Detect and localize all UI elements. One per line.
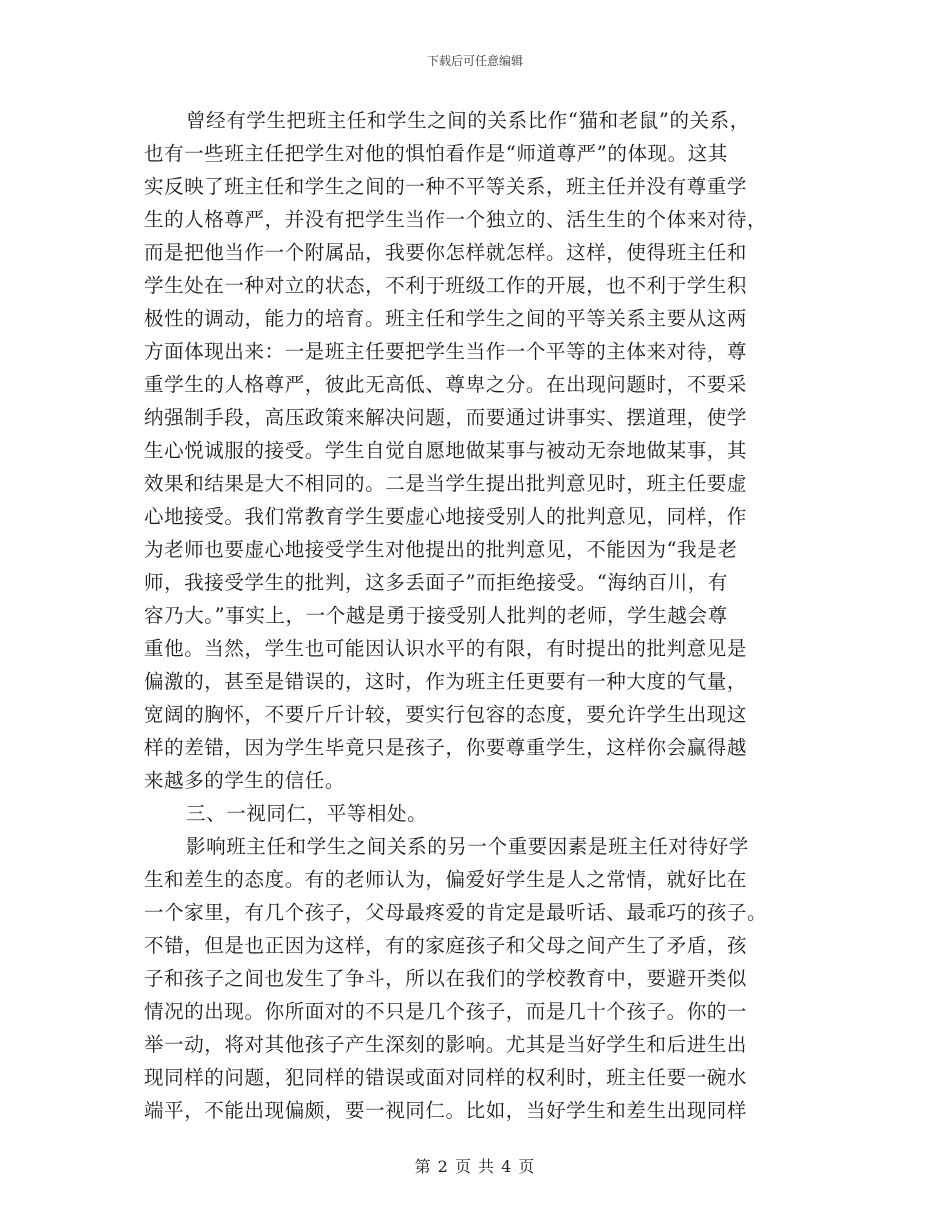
text-line: 生和差生的态度。有的老师认为，偏爱好学生是人之常情，就好比在	[144, 868, 748, 891]
page-number: 第 2 页 共 4 页	[414, 1157, 536, 1176]
text-line: 偏激的，甚至是错误的，这时，作为班主任更要有一种大度的气量，	[144, 670, 748, 693]
text-line: 实反映了班主任和学生之间的一种不平等关系，班主任并没有尊重学	[144, 175, 748, 198]
text-line: 纳强制手段，高压政策来解决问题，而要通过讲事实、摆道理，使学	[144, 406, 748, 429]
text-line: 情况的出现。你所面对的不只是几个孩子，而是几十个孩子。你的一	[144, 1000, 748, 1023]
text-line: 生心悦诚服的接受。学生自觉自愿地做某事与被动无奈地做某事，其	[144, 439, 748, 462]
text-line: 端平，不能出现偏颇，要一视同仁。比如，当好学生和差生出现同样	[144, 1099, 748, 1122]
text-line: 生的人格尊严，并没有把学生当作一个独立的、活生生的个体来对待，	[144, 208, 768, 231]
text-line: 举一动，将对其他孩子产生深刻的影响。尤其是当好学生和后进生出	[144, 1033, 748, 1056]
text-line: 师，我接受学生的批判，这多丢面子”而拒绝接受。“海纳百川，有	[144, 571, 728, 594]
text-line: 曾经有学生把班主任和学生之间的关系比作“猫和老鼠”的关系，	[186, 109, 750, 132]
section-heading: 三、一视同仁，平等相处。	[186, 802, 428, 825]
text-line: 方面体现出来：一是班主任要把学生当作一个平等的主体来对待，尊	[144, 340, 748, 363]
text-line: 重学生的人格尊严，彼此无高低、尊卑之分。在出现问题时，不要采	[144, 373, 748, 396]
text-line: 而是把他当作一个附属品，我要你怎样就怎样。这样，使得班主任和	[144, 241, 748, 264]
text-line: 容乃大。”事实上，一个越是勇于接受别人批判的老师，学生越会尊	[144, 604, 728, 627]
body-text	[144, 104, 808, 1127]
text-line: 学生处在一种对立的状态，不利于班级工作的开展，也不利于学生积	[144, 274, 748, 297]
text-line: 来越多的学生的信任。	[144, 769, 346, 792]
text-line: 不错，但是也正因为这样，有的家庭孩子和父母之间产生了矛盾，孩	[144, 934, 748, 957]
text-line: 现同样的问题，犯同样的错误或面对同样的权利时，班主任要一碗水	[144, 1066, 748, 1089]
text-line: 重他。当然，学生也可能因认识水平的有限，有时提出的批判意见是	[144, 637, 748, 660]
text-line: 极性的调动，能力的培育。班主任和学生之间的平等关系主要从这两	[144, 307, 748, 330]
text-line: 也有一些班主任把学生对他的惧怕看作是“师道尊严”的体现。这其	[144, 142, 728, 165]
text-line: 宽阔的胸怀，不要斤斤计较，要实行包容的态度，要允许学生出现这	[144, 703, 748, 726]
text-line: 影响班主任和学生之间关系的另一个重要因素是班主任对待好学	[186, 835, 749, 858]
text-line: 一个家里，有几个孩子，父母最疼爱的肯定是最听话、最乖巧的孩子。	[144, 901, 768, 924]
text-line: 效果和结果是大不相同的。二是当学生提出批判意见时，班主任要虚	[144, 472, 748, 495]
text-line: 为老师也要虚心地接受学生对他提出的批判意见，不能因为“我是老	[144, 538, 738, 561]
text-line: 子和孩子之间也发生了争斗，所以在我们的学校教育中，要避开类似	[144, 967, 748, 990]
text-line: 心地接受。我们常教育学生要虚心地接受别人的批判意见，同样，作	[144, 505, 748, 528]
download-note: 下载后可任意编辑	[426, 54, 523, 68]
text-line: 样的差错，因为学生毕竟只是孩子，你要尊重学生，这样你会赢得越	[144, 736, 748, 759]
